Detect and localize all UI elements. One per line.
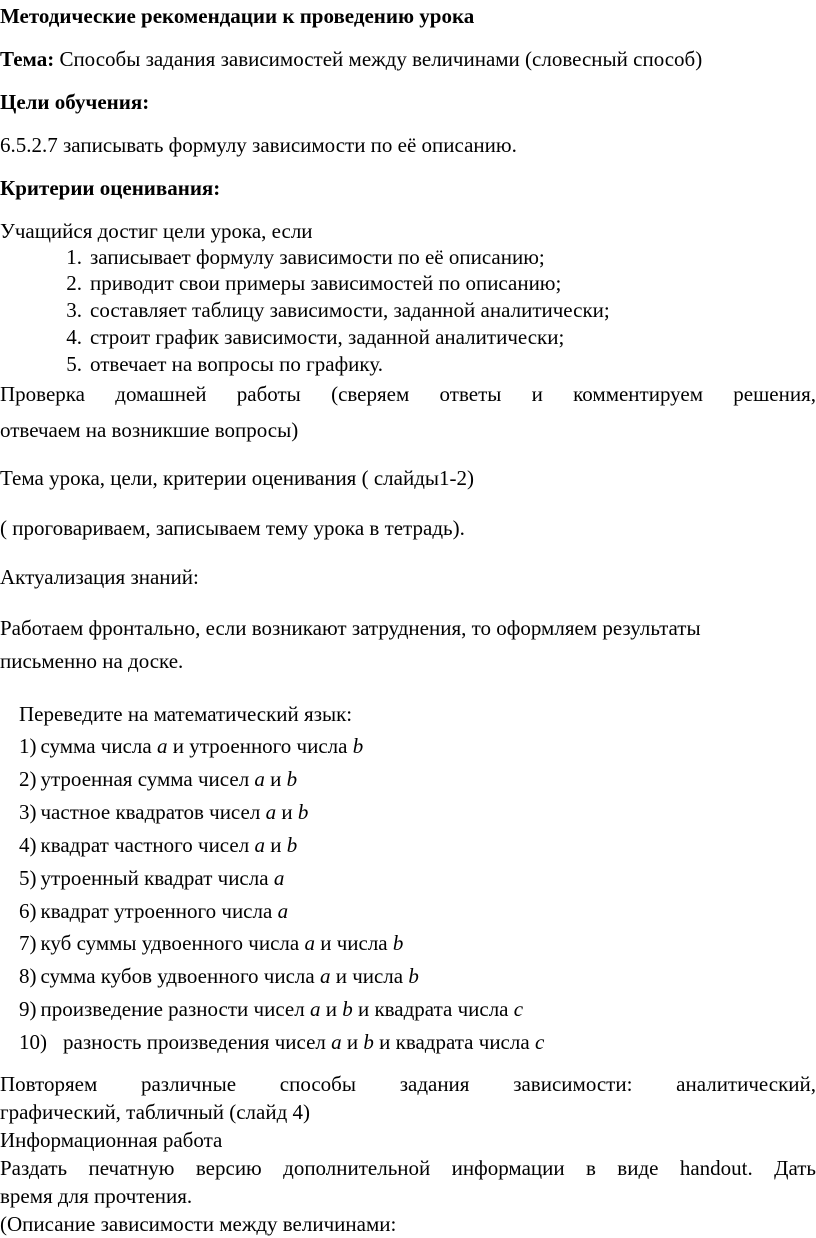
translate-item-text: квадрат утроенного числа: [40, 899, 278, 923]
criteria-item-number: 1.: [66, 245, 82, 269]
translate-item-text: сумма кубов удвоенного числа: [40, 964, 320, 988]
translate-item-number: 7): [19, 931, 37, 955]
actualization-heading: Актуализация знаний:: [0, 565, 199, 589]
translate-item-text: частное квадратов чисел: [40, 800, 266, 824]
translate-item-text: и квадрата числа: [352, 997, 514, 1021]
translate-item-number: 8): [19, 964, 37, 988]
lesson-topic: Тема урока, цели, критерии оценивания ( слайды1-2): [0, 466, 474, 490]
translate-item-text: разность произведения чисел: [63, 1030, 332, 1054]
criteria-item: [60, 245, 545, 269]
variable: b: [352, 734, 364, 758]
translate-item-text: и квадрата числа: [373, 1030, 535, 1054]
translate-item: [19, 767, 297, 791]
variable: c: [534, 1030, 545, 1054]
criteria-item-number: 4.: [66, 325, 82, 349]
translate-item: [19, 899, 288, 923]
translate-item-text: квадрат частного чисел: [40, 833, 255, 857]
topic-text: Способы задания зависимостей между величинами (словесный способ): [54, 47, 703, 71]
topic-line: [0, 47, 702, 71]
variable: c: [513, 997, 524, 1021]
criteria-item-number: 2.: [66, 271, 82, 295]
translate-item-text: и: [320, 997, 343, 1021]
translate-item-text: и: [276, 800, 298, 824]
translate-heading: Переведите на математический язык:: [19, 702, 353, 726]
translate-item: [19, 964, 419, 988]
criteria-item: [60, 352, 383, 376]
criteria-item: [60, 298, 610, 322]
criteria-item-number: 5.: [66, 352, 82, 376]
frontal-line-1: Работаем фронтально, если возникают затруднения, то оформляем результаты: [0, 616, 701, 640]
handout-line-2: время для прочтения.: [0, 1184, 193, 1208]
translate-item-number: 4): [19, 833, 37, 857]
translate-item-number: 6): [19, 899, 37, 923]
homework-line-2: отвечаем на возникшие вопросы): [0, 418, 299, 442]
criteria-item-text: записывает формулу зависимости по её описанию;: [90, 245, 545, 269]
criteria-item-text: отвечает на вопросы по графику.: [90, 352, 383, 376]
repeat-line-1: Повторяем различные способы задания зависимости: аналитический,: [0, 1072, 816, 1096]
translate-item-number: 5): [19, 866, 37, 890]
translate-item-text: сумма числа: [40, 734, 157, 758]
variable: a: [273, 866, 285, 890]
translate-item: [19, 866, 284, 890]
translate-item-number: 10): [19, 1030, 47, 1054]
criteria-intro: Учащийся достиг цели урока, если: [0, 219, 313, 243]
variable: a: [331, 1030, 342, 1054]
translate-item-text: и утроенного числа: [167, 734, 353, 758]
variable: a: [156, 734, 168, 758]
variable: b: [408, 964, 419, 988]
variable: b: [297, 800, 309, 824]
translate-item: [19, 833, 297, 857]
criteria-item-text: приводит свои примеры зависимостей по описанию;: [90, 271, 562, 295]
translate-item: [19, 997, 523, 1021]
translate-item-text: утроенный квадрат числа: [40, 866, 274, 890]
translate-item-text: утроенная сумма чисел: [40, 767, 255, 791]
variable: b: [392, 931, 404, 955]
criteria-item: [60, 325, 564, 349]
homework-line-1: Проверка домашней работы (сверяем ответы и комментируем решения,: [0, 382, 816, 406]
repeat-line-2: графический, табличный (слайд 4): [0, 1100, 310, 1124]
variable: a: [309, 997, 321, 1021]
translate-item: [19, 800, 308, 824]
document-title: Методические рекомендации к проведению урока: [0, 4, 475, 28]
criteria-item-text: составляет таблицу зависимости, заданной аналитически;: [90, 298, 610, 322]
description-line: (Описание зависимости между величинами:: [0, 1212, 397, 1236]
variable: a: [254, 767, 265, 791]
criteria-item-text: строит график зависимости, заданной аналитически;: [90, 325, 565, 349]
variable: b: [286, 767, 298, 791]
translate-item-number: 1): [19, 734, 37, 758]
variable: a: [254, 833, 265, 857]
criteria-item-number: 3.: [66, 298, 82, 322]
variable: a: [277, 899, 289, 923]
translate-item-number: 9): [19, 997, 37, 1021]
variable: b: [363, 1030, 374, 1054]
translate-item: [19, 1030, 544, 1054]
criteria-item: [60, 271, 561, 295]
handout-line-1: Раздать печатную версию дополнительной информации в виде handout. Дать: [0, 1156, 816, 1180]
variable: b: [342, 997, 353, 1021]
translate-item-number: 2): [19, 767, 37, 791]
variable: a: [304, 931, 315, 955]
variable: b: [286, 833, 298, 857]
translate-item: [19, 931, 403, 955]
translate-item-text: куб суммы удвоенного числа: [40, 931, 305, 955]
criteria-heading: Критерии оценивания:: [0, 176, 221, 200]
translate-item-text: и: [264, 833, 287, 857]
translate-item-text: произведение разности чисел: [40, 997, 310, 1021]
variable: a: [319, 964, 331, 988]
goals-text: 6.5.2.7 записывать формулу зависимости по её описанию.: [0, 133, 517, 157]
lesson-note: ( проговариваем, записываем тему урока в тетрадь).: [0, 516, 465, 540]
translate-item: [19, 734, 363, 758]
frontal-line-2: письменно на доске.: [0, 649, 184, 673]
goals-heading: Цели обучения:: [0, 90, 150, 114]
translate-item-text: и: [264, 767, 287, 791]
translate-item-text: и: [341, 1030, 364, 1054]
translate-item-number: 3): [19, 800, 37, 824]
topic-label: Тема:: [0, 47, 55, 71]
info-work-heading: Информационная работа: [0, 1128, 223, 1152]
variable: a: [265, 800, 277, 824]
translate-item-text: и числа: [314, 931, 393, 955]
translate-item-text: и числа: [330, 964, 409, 988]
